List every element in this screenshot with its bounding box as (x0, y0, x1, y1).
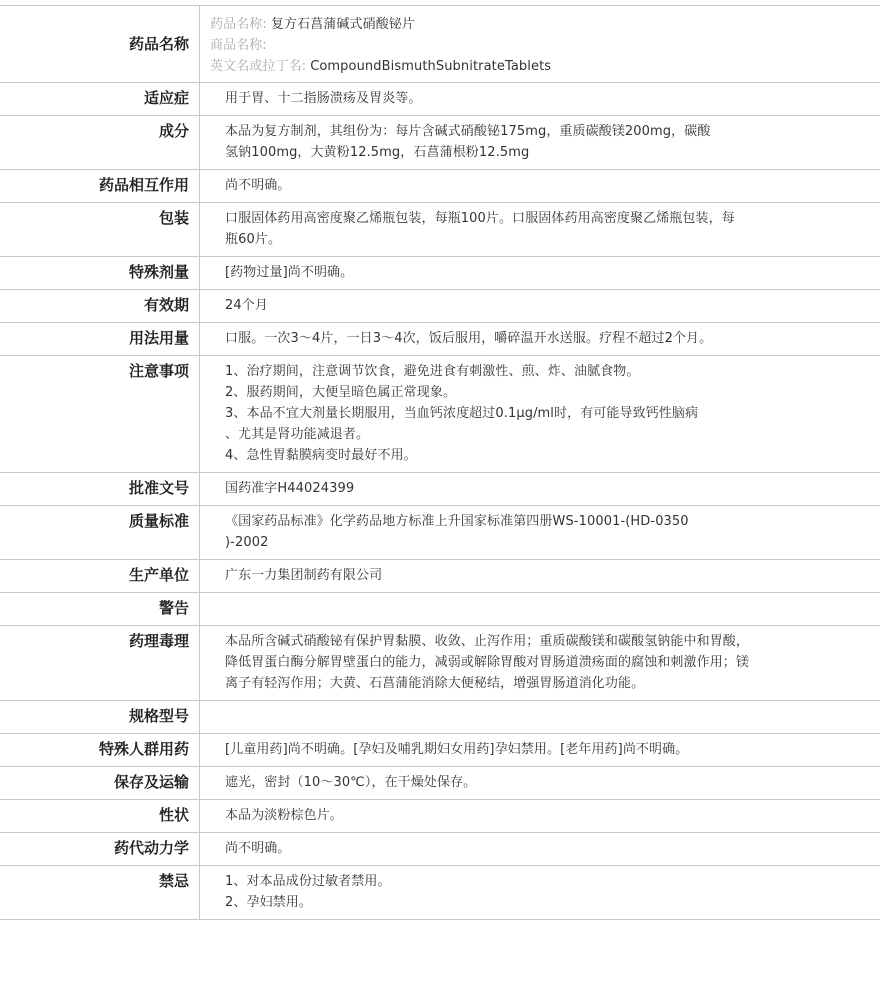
spec-value (200, 767, 880, 800)
drug-name-label: 药品名称: (210, 17, 267, 32)
spec-value (200, 116, 880, 170)
spec-line (225, 706, 800, 727)
spec-row-special-groups (0, 734, 880, 767)
spec-row-approval (0, 473, 880, 506)
spec-line: 本品为淡粉棕色片。 (225, 805, 800, 826)
spec-value (200, 170, 880, 203)
spec-value (200, 473, 880, 506)
spec-line: )-2002 (225, 532, 800, 553)
spec-row-precautions (0, 356, 880, 473)
drug-spec-table (0, 5, 880, 920)
spec-row-dosage (0, 323, 880, 356)
drug-name-value: 复方石菖蒲碱式硝酸铋片 (271, 17, 415, 32)
spec-row-indications (0, 83, 880, 116)
spec-value (200, 290, 880, 323)
spec-line: 用于胃、十二指肠溃疡及胃炎等。 (225, 88, 800, 109)
spec-label: 警告 (0, 593, 200, 626)
spec-line: 广东一力集团制药有限公司 (225, 565, 800, 586)
spec-value (200, 833, 880, 866)
spec-label: 生产单位 (0, 560, 200, 593)
spec-row-interactions (0, 170, 880, 203)
spec-value (200, 593, 880, 626)
spec-line (225, 598, 800, 619)
spec-row-storage (0, 767, 880, 800)
english-name-label: 英文名或拉丁名: (210, 59, 306, 74)
spec-label: 药代动力学 (0, 833, 200, 866)
trade-name-label: 商品名称: (210, 38, 267, 53)
spec-row-specification (0, 701, 880, 734)
spec-label: 质量标准 (0, 506, 200, 560)
spec-line: 1、对本品成份过敏者禁用。 (225, 871, 800, 892)
spec-label: 特殊剂量 (0, 257, 200, 290)
spec-value (200, 203, 880, 257)
spec-row-manufacturer (0, 560, 880, 593)
spec-line: 、尤其是肾功能减退者。 (225, 424, 800, 445)
spec-line: 尚不明确。 (225, 838, 800, 859)
spec-row-warning (0, 593, 880, 626)
spec-value (200, 866, 880, 920)
spec-line: 瓶60片。 (225, 229, 800, 250)
spec-value (200, 701, 880, 734)
spec-line: 4、急性胃黏膜病变时最好不用。 (225, 445, 800, 466)
spec-line: 氢钠100mg，大黄粉12.5mg，石菖蒲根粉12.5mg (225, 142, 800, 163)
spec-row-shelf-life (0, 290, 880, 323)
spec-line: 24个月 (225, 295, 800, 316)
spec-label: 成分 (0, 116, 200, 170)
spec-label: 药品相互作用 (0, 170, 200, 203)
spec-line: 本品所含碱式硝酸铋有保护胃黏膜、收敛、止泻作用；重质碳酸镁和碳酸氢钠能中和胃酸， (225, 631, 800, 652)
spec-label: 药品名称 (0, 6, 200, 83)
spec-row-drug-name (0, 6, 880, 83)
spec-value (200, 83, 880, 116)
spec-line: 1、治疗期间，注意调节饮食，避免进食有刺激性、煎、炸、油腻食物。 (225, 361, 800, 382)
spec-line: 口服固体药用高密度聚乙烯瓶包装，每瓶100片。口服固体药用高密度聚乙烯瓶包装，每 (225, 208, 800, 229)
spec-line: 2、孕妇禁用。 (225, 892, 800, 913)
spec-row-description (0, 800, 880, 833)
spec-label: 禁忌 (0, 866, 200, 920)
english-name-line (210, 56, 800, 77)
spec-value (200, 6, 880, 83)
spec-line: 遮光，密封（10～30℃），在干燥处保存。 (225, 772, 800, 793)
spec-row-pharmacology (0, 626, 880, 701)
spec-value (200, 734, 880, 767)
spec-value (200, 356, 880, 473)
spec-line: 尚不明确。 (225, 175, 800, 196)
spec-value (200, 506, 880, 560)
spec-line: 3、本品不宜大剂量长期服用，当血钙浓度超过0.1μg/ml时，有可能导致钙性脑病 (225, 403, 800, 424)
spec-line: [儿童用药]尚不明确。[孕妇及哺乳期妇女用药]孕妇禁用。[老年用药]尚不明确。 (225, 739, 800, 760)
english-name-value: CompoundBismuthSubnitrateTablets (310, 59, 551, 74)
spec-line: [药物过量]尚不明确。 (225, 262, 800, 283)
spec-row-ingredients (0, 116, 880, 170)
drug-name-line (210, 14, 800, 35)
spec-label: 规格型号 (0, 701, 200, 734)
spec-row-pharmacokinetics (0, 833, 880, 866)
spec-line: 《国家药品标准》化学药品地方标准上升国家标准第四册WS-10001-(HD-0350 (225, 511, 800, 532)
spec-line: 降低胃蛋白酶分解胃壁蛋白的能力，减弱或解除胃酸对胃肠道溃疡面的腐蚀和刺激作用；镁 (225, 652, 800, 673)
spec-value (200, 800, 880, 833)
spec-label: 适应症 (0, 83, 200, 116)
spec-line: 离子有轻泻作用；大黄、石菖蒲能消除大便秘结，增强胃肠道消化功能。 (225, 673, 800, 694)
spec-label: 药理毒理 (0, 626, 200, 701)
spec-row-special-dose (0, 257, 880, 290)
spec-label: 有效期 (0, 290, 200, 323)
spec-label: 包装 (0, 203, 200, 257)
spec-line: 2、服药期间，大便呈暗色属正常现象。 (225, 382, 800, 403)
spec-row-standard (0, 506, 880, 560)
spec-line: 口服。一次3～4片，一日3～4次，饭后服用，嚼碎温开水送服。疗程不超过2个月。 (225, 328, 800, 349)
spec-value (200, 626, 880, 701)
spec-line: 国药准字H44024399 (225, 478, 800, 499)
spec-label: 性状 (0, 800, 200, 833)
spec-row-packaging (0, 203, 880, 257)
spec-value (200, 323, 880, 356)
spec-label: 用法用量 (0, 323, 200, 356)
spec-label: 注意事项 (0, 356, 200, 473)
spec-value (200, 257, 880, 290)
spec-row-contraindications (0, 866, 880, 920)
spec-label: 保存及运输 (0, 767, 200, 800)
spec-value (200, 560, 880, 593)
trade-name-line (210, 35, 800, 56)
spec-label: 特殊人群用药 (0, 734, 200, 767)
spec-label: 批准文号 (0, 473, 200, 506)
spec-line: 本品为复方制剂，其组份为：每片含碱式硝酸铋175mg，重质碳酸镁200mg，碳酸 (225, 121, 800, 142)
